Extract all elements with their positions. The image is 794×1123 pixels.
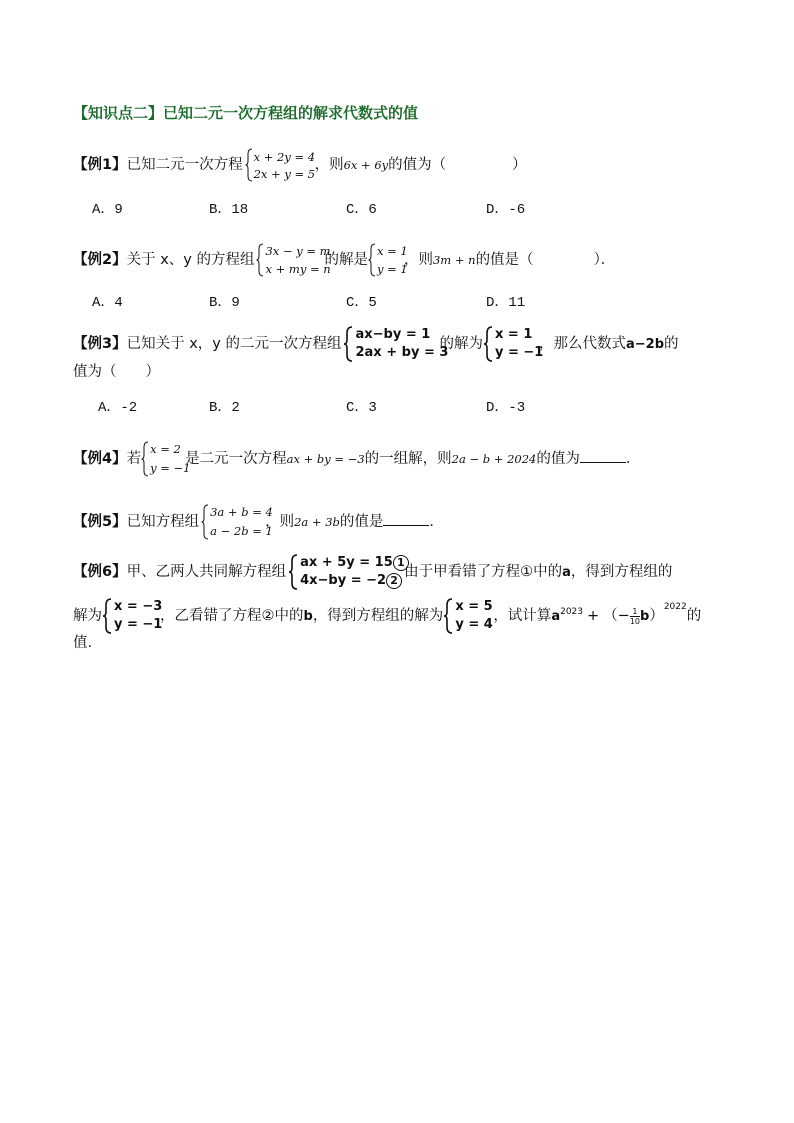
- variable-b: b: [303, 609, 313, 624]
- equation: x = 1: [494, 327, 533, 342]
- text: 的值是（: [475, 252, 534, 268]
- example-5: [73, 504, 444, 540]
- equation: y = −1: [494, 345, 544, 360]
- option-a: A．-2: [98, 400, 138, 416]
- equation: 3x − y = m: [265, 244, 331, 258]
- text: 的解为: [439, 336, 483, 352]
- text: 已知二元一次方程: [126, 157, 243, 173]
- text: 由于甲看错了方程①中的: [404, 564, 563, 580]
- expression: a: [551, 609, 561, 624]
- text: 是二元一次方程: [185, 451, 287, 467]
- equation: x = 1: [376, 244, 408, 258]
- option-a: A．9: [92, 202, 123, 218]
- example-tag: 【例4】: [73, 451, 127, 467]
- solution-system: [483, 326, 544, 362]
- option-d: D．11: [486, 295, 526, 311]
- text: ，得到方程组的: [570, 564, 673, 580]
- text: 的: [686, 608, 702, 624]
- text: ．: [625, 451, 641, 467]
- text: ，得到方程组的解为: [312, 608, 444, 624]
- circled-number-2: 2: [386, 573, 402, 589]
- option-b: B．9: [209, 295, 240, 311]
- option-b: B．18: [209, 202, 249, 218]
- text: ）: [512, 157, 527, 173]
- text: 已知方程组: [126, 514, 200, 530]
- option-d: D．-6: [486, 202, 526, 218]
- text: ，则: [403, 252, 433, 268]
- example-1: [73, 148, 527, 182]
- option-c: C．3: [346, 400, 377, 416]
- expression: b: [640, 609, 650, 624]
- text: 已知关于 x，y 的二元一次方程组: [126, 336, 342, 352]
- example-4: [73, 441, 640, 477]
- answer-blank[interactable]: [580, 461, 626, 463]
- equation: x = 5: [455, 599, 493, 614]
- equation: x + my = n: [265, 262, 331, 276]
- text: 的解是: [324, 252, 368, 268]
- expression: a−2b: [625, 337, 665, 352]
- solution-system: [141, 441, 191, 477]
- text: 的一组解，则: [364, 451, 452, 467]
- text: 的值为（: [388, 157, 447, 173]
- text: ，试计算: [493, 608, 552, 624]
- equation-system: [245, 148, 315, 182]
- text: 的: [664, 336, 679, 352]
- example-2: [73, 243, 615, 277]
- expression: 6x + 6y: [343, 158, 389, 172]
- example-6-line2: [73, 598, 701, 634]
- example-6: [73, 554, 672, 590]
- expression: 2a − b + 2024: [451, 452, 537, 466]
- text: ，那么代数式: [538, 336, 626, 352]
- example-6-line3: 值.: [73, 635, 93, 651]
- equation-system: [201, 504, 273, 540]
- equation-system: [343, 326, 449, 362]
- text: （−: [603, 608, 630, 624]
- text: ，乙看错了方程②中的: [160, 608, 304, 624]
- expression: 2a + 3b: [294, 515, 340, 529]
- exponent: 2023: [560, 607, 583, 618]
- exponent: 2022: [663, 602, 687, 613]
- solution-system: [443, 598, 493, 634]
- equation: 3a + b = 4: [210, 505, 273, 519]
- equation: y = 4: [455, 617, 493, 632]
- circled-number-1: 1: [393, 555, 409, 571]
- option-d: D．-3: [486, 400, 526, 416]
- equation: 2x + y = 5: [253, 167, 316, 181]
- option-c: C．6: [346, 202, 377, 218]
- example-tag: 【例1】: [73, 157, 127, 173]
- equation: ax + by = −3: [286, 452, 365, 466]
- variable-a: a: [562, 565, 571, 580]
- option-c: C．5: [346, 295, 377, 311]
- equation: x = −3: [114, 599, 163, 614]
- denominator: 10: [629, 616, 640, 626]
- equation: x + 2y = 4: [253, 150, 316, 164]
- text: 甲、乙两人共同解方程组: [126, 564, 287, 580]
- equation: a − 2b = 1: [210, 524, 273, 538]
- example-tag: 【例5】: [73, 514, 127, 530]
- text: 的值为: [536, 451, 580, 467]
- section-heading: 【知识点二】已知二元一次方程组的解求代数式的值: [73, 104, 419, 122]
- expression: 3m + n: [432, 253, 476, 267]
- text: 关于 x、y 的方程组: [126, 252, 255, 268]
- fraction: [630, 607, 640, 626]
- text: ．: [429, 514, 444, 530]
- option-b: B．2: [209, 400, 240, 416]
- answer-blank[interactable]: [383, 524, 429, 526]
- solution-system: [368, 243, 408, 277]
- equation: 2ax + by = 3: [355, 345, 449, 360]
- solution-system: [102, 598, 163, 634]
- example-tag: 【例6】: [73, 564, 127, 580]
- example-3-line2: 值为（ ）: [73, 364, 160, 380]
- equation-system: [256, 243, 331, 277]
- equation-system: [288, 554, 404, 590]
- example-3: [73, 326, 679, 362]
- text: ）．: [593, 252, 616, 268]
- numerator: 1: [630, 607, 640, 617]
- equation: 4x−by = −2: [300, 573, 387, 588]
- text: ，则: [314, 157, 344, 173]
- text: 若: [126, 451, 142, 467]
- equation: y = −1: [150, 461, 191, 475]
- example-tag: 【例2】: [73, 252, 127, 268]
- example-tag: 【例3】: [73, 336, 127, 352]
- equation: y = 1: [376, 262, 408, 276]
- text: 解为: [73, 608, 102, 624]
- text: ，则: [265, 514, 295, 530]
- equation: ax + 5y = 15: [300, 555, 393, 570]
- equation: x = 2: [150, 442, 181, 456]
- equation: ax−by = 1: [355, 327, 431, 342]
- text: ）: [649, 608, 664, 624]
- equation: y = −1: [114, 617, 163, 632]
- option-a: A．4: [92, 295, 123, 311]
- text: 的值是: [339, 514, 384, 530]
- text: +: [587, 608, 600, 624]
